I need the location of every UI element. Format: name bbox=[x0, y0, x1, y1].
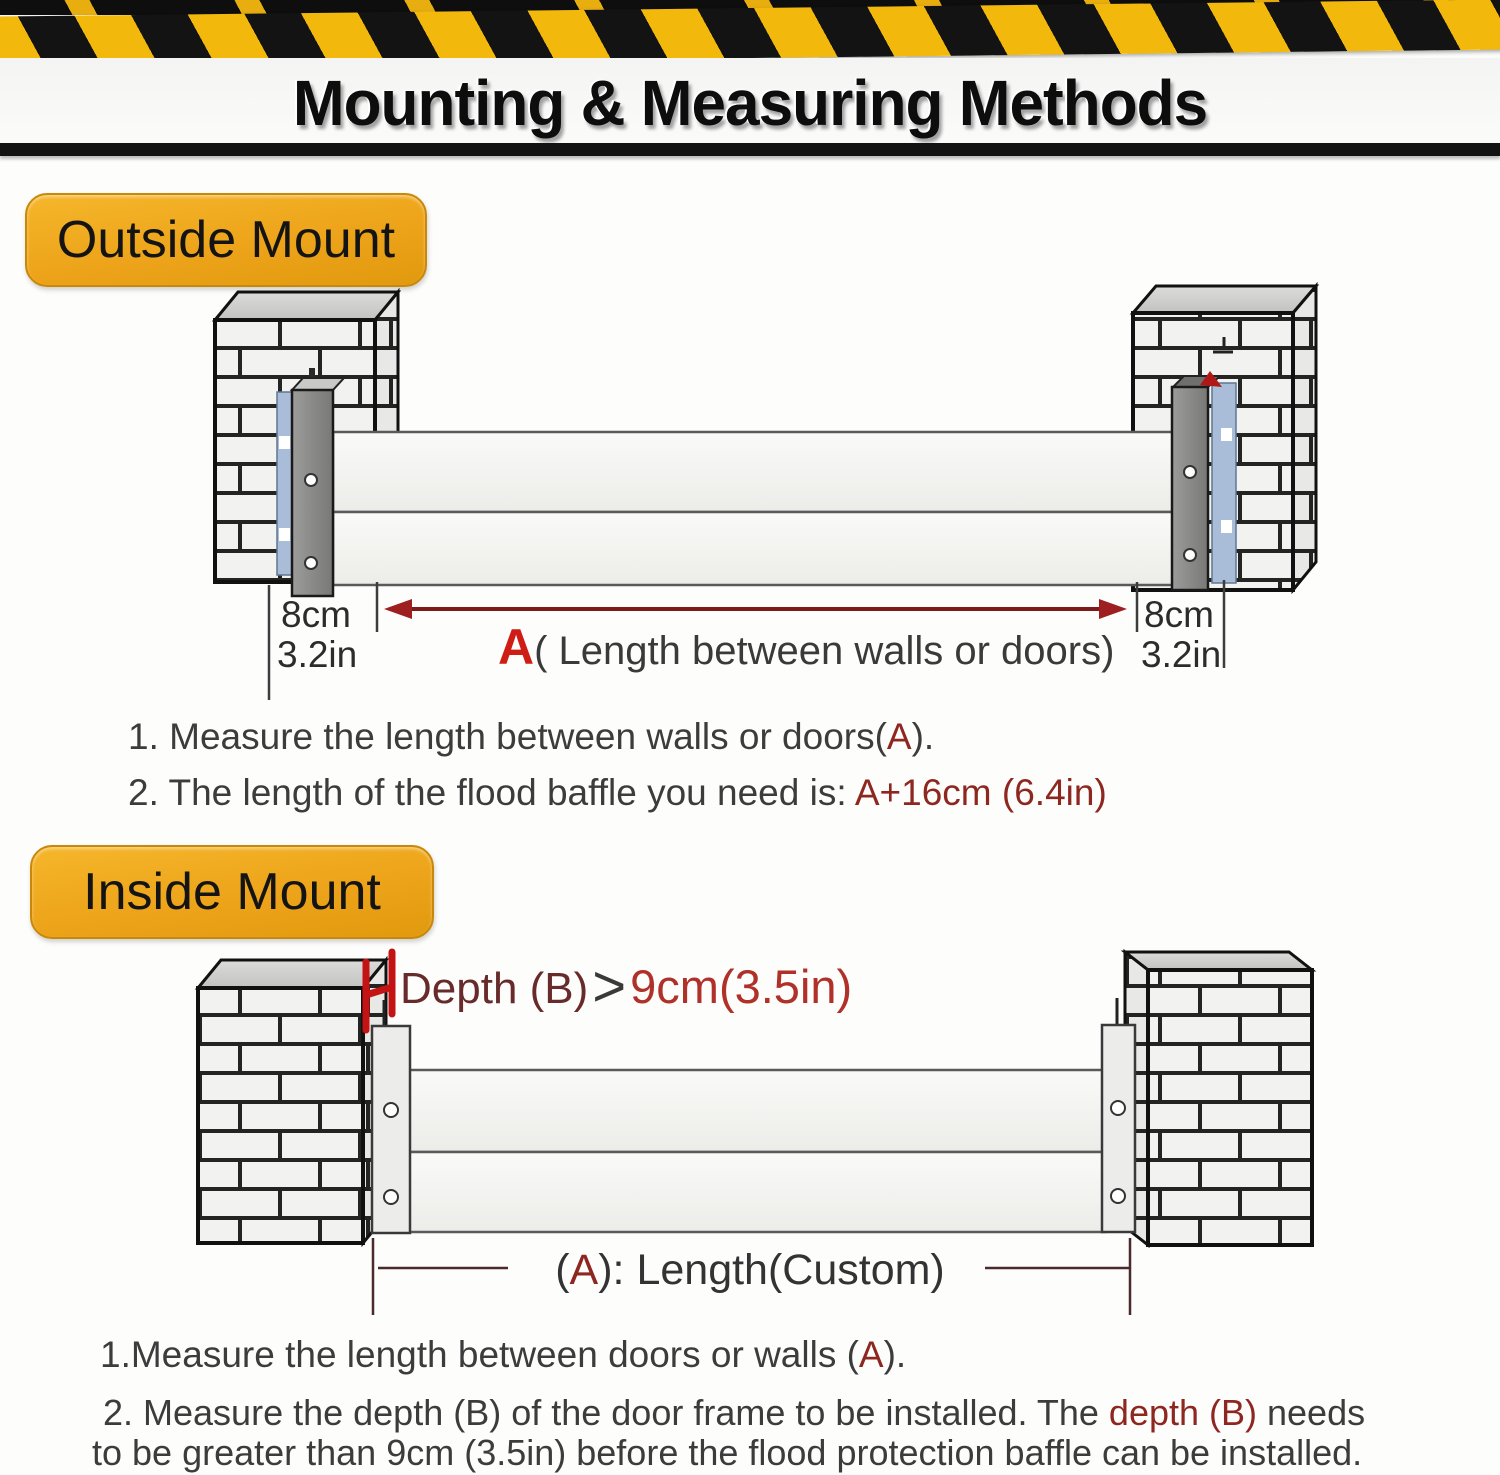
inside-step-2: 2. Measure the depth (B) of the door frame to be installed. The depth (B) needs bbox=[103, 1392, 1366, 1433]
brick-pillar-left-inside bbox=[198, 960, 386, 1243]
span-label-text: ( Length between walls or doors) bbox=[534, 629, 1115, 673]
inside-step-2-continued: to be greater than 9cm (3.5in) before the flood protection baffle can be installed. bbox=[92, 1432, 1363, 1473]
right-mounting-plate bbox=[1102, 998, 1135, 1232]
depth-annotation bbox=[400, 950, 852, 1017]
brick-pillar-right-inside bbox=[1125, 952, 1312, 1245]
outside-mount-badge bbox=[25, 193, 427, 287]
screw-hole bbox=[1184, 466, 1196, 478]
flood-baffle-panel bbox=[333, 432, 1178, 585]
screw-hole bbox=[384, 1190, 398, 1204]
left-mounting-plate bbox=[372, 1000, 410, 1233]
screw-hole bbox=[384, 1103, 398, 1117]
flood-baffle-panel-inside bbox=[405, 1070, 1105, 1232]
outside-mount-badge-label: Outside Mount bbox=[56, 211, 396, 269]
inside-mount-badge-label: Inside Mount bbox=[83, 863, 381, 921]
outside-step-1: 1. Measure the length between walls or doors(A). bbox=[128, 716, 935, 757]
screw-hole bbox=[1111, 1101, 1125, 1115]
outside-right-dim-in: 3.2in bbox=[1141, 634, 1222, 675]
outside-span-label bbox=[498, 618, 1114, 676]
screw-hole bbox=[305, 474, 317, 486]
left-mounting-bracket bbox=[277, 368, 344, 596]
arrowhead-right-icon bbox=[1099, 599, 1127, 619]
page-title: Mounting & Measuring Methods bbox=[292, 67, 1208, 139]
arrowhead-left-icon bbox=[384, 599, 412, 619]
inside-step-1: 1.Measure the length between doors or walls (A). bbox=[100, 1334, 907, 1375]
screw-hole bbox=[1184, 549, 1196, 561]
screw-hole bbox=[1111, 1189, 1125, 1203]
greater-than-sign: > bbox=[592, 954, 627, 1019]
depth-label-text: Depth (B) bbox=[400, 964, 589, 1013]
outside-left-dim-in: 3.2in bbox=[277, 634, 358, 675]
depth-value: 9cm(3.5in) bbox=[630, 960, 853, 1013]
inside-length-annotation: (A): Length(Custom) bbox=[555, 1246, 945, 1294]
span-letter-a: A bbox=[498, 619, 535, 675]
screw-hole bbox=[305, 557, 317, 569]
inside-mount-badge bbox=[30, 845, 434, 939]
outside-right-dim-cm: 8cm bbox=[1144, 594, 1214, 635]
outside-step-2: 2. The length of the flood baffle you need is: A+16cm (6.4in) bbox=[128, 772, 1107, 813]
outside-left-dim-cm: 8cm bbox=[281, 594, 351, 635]
